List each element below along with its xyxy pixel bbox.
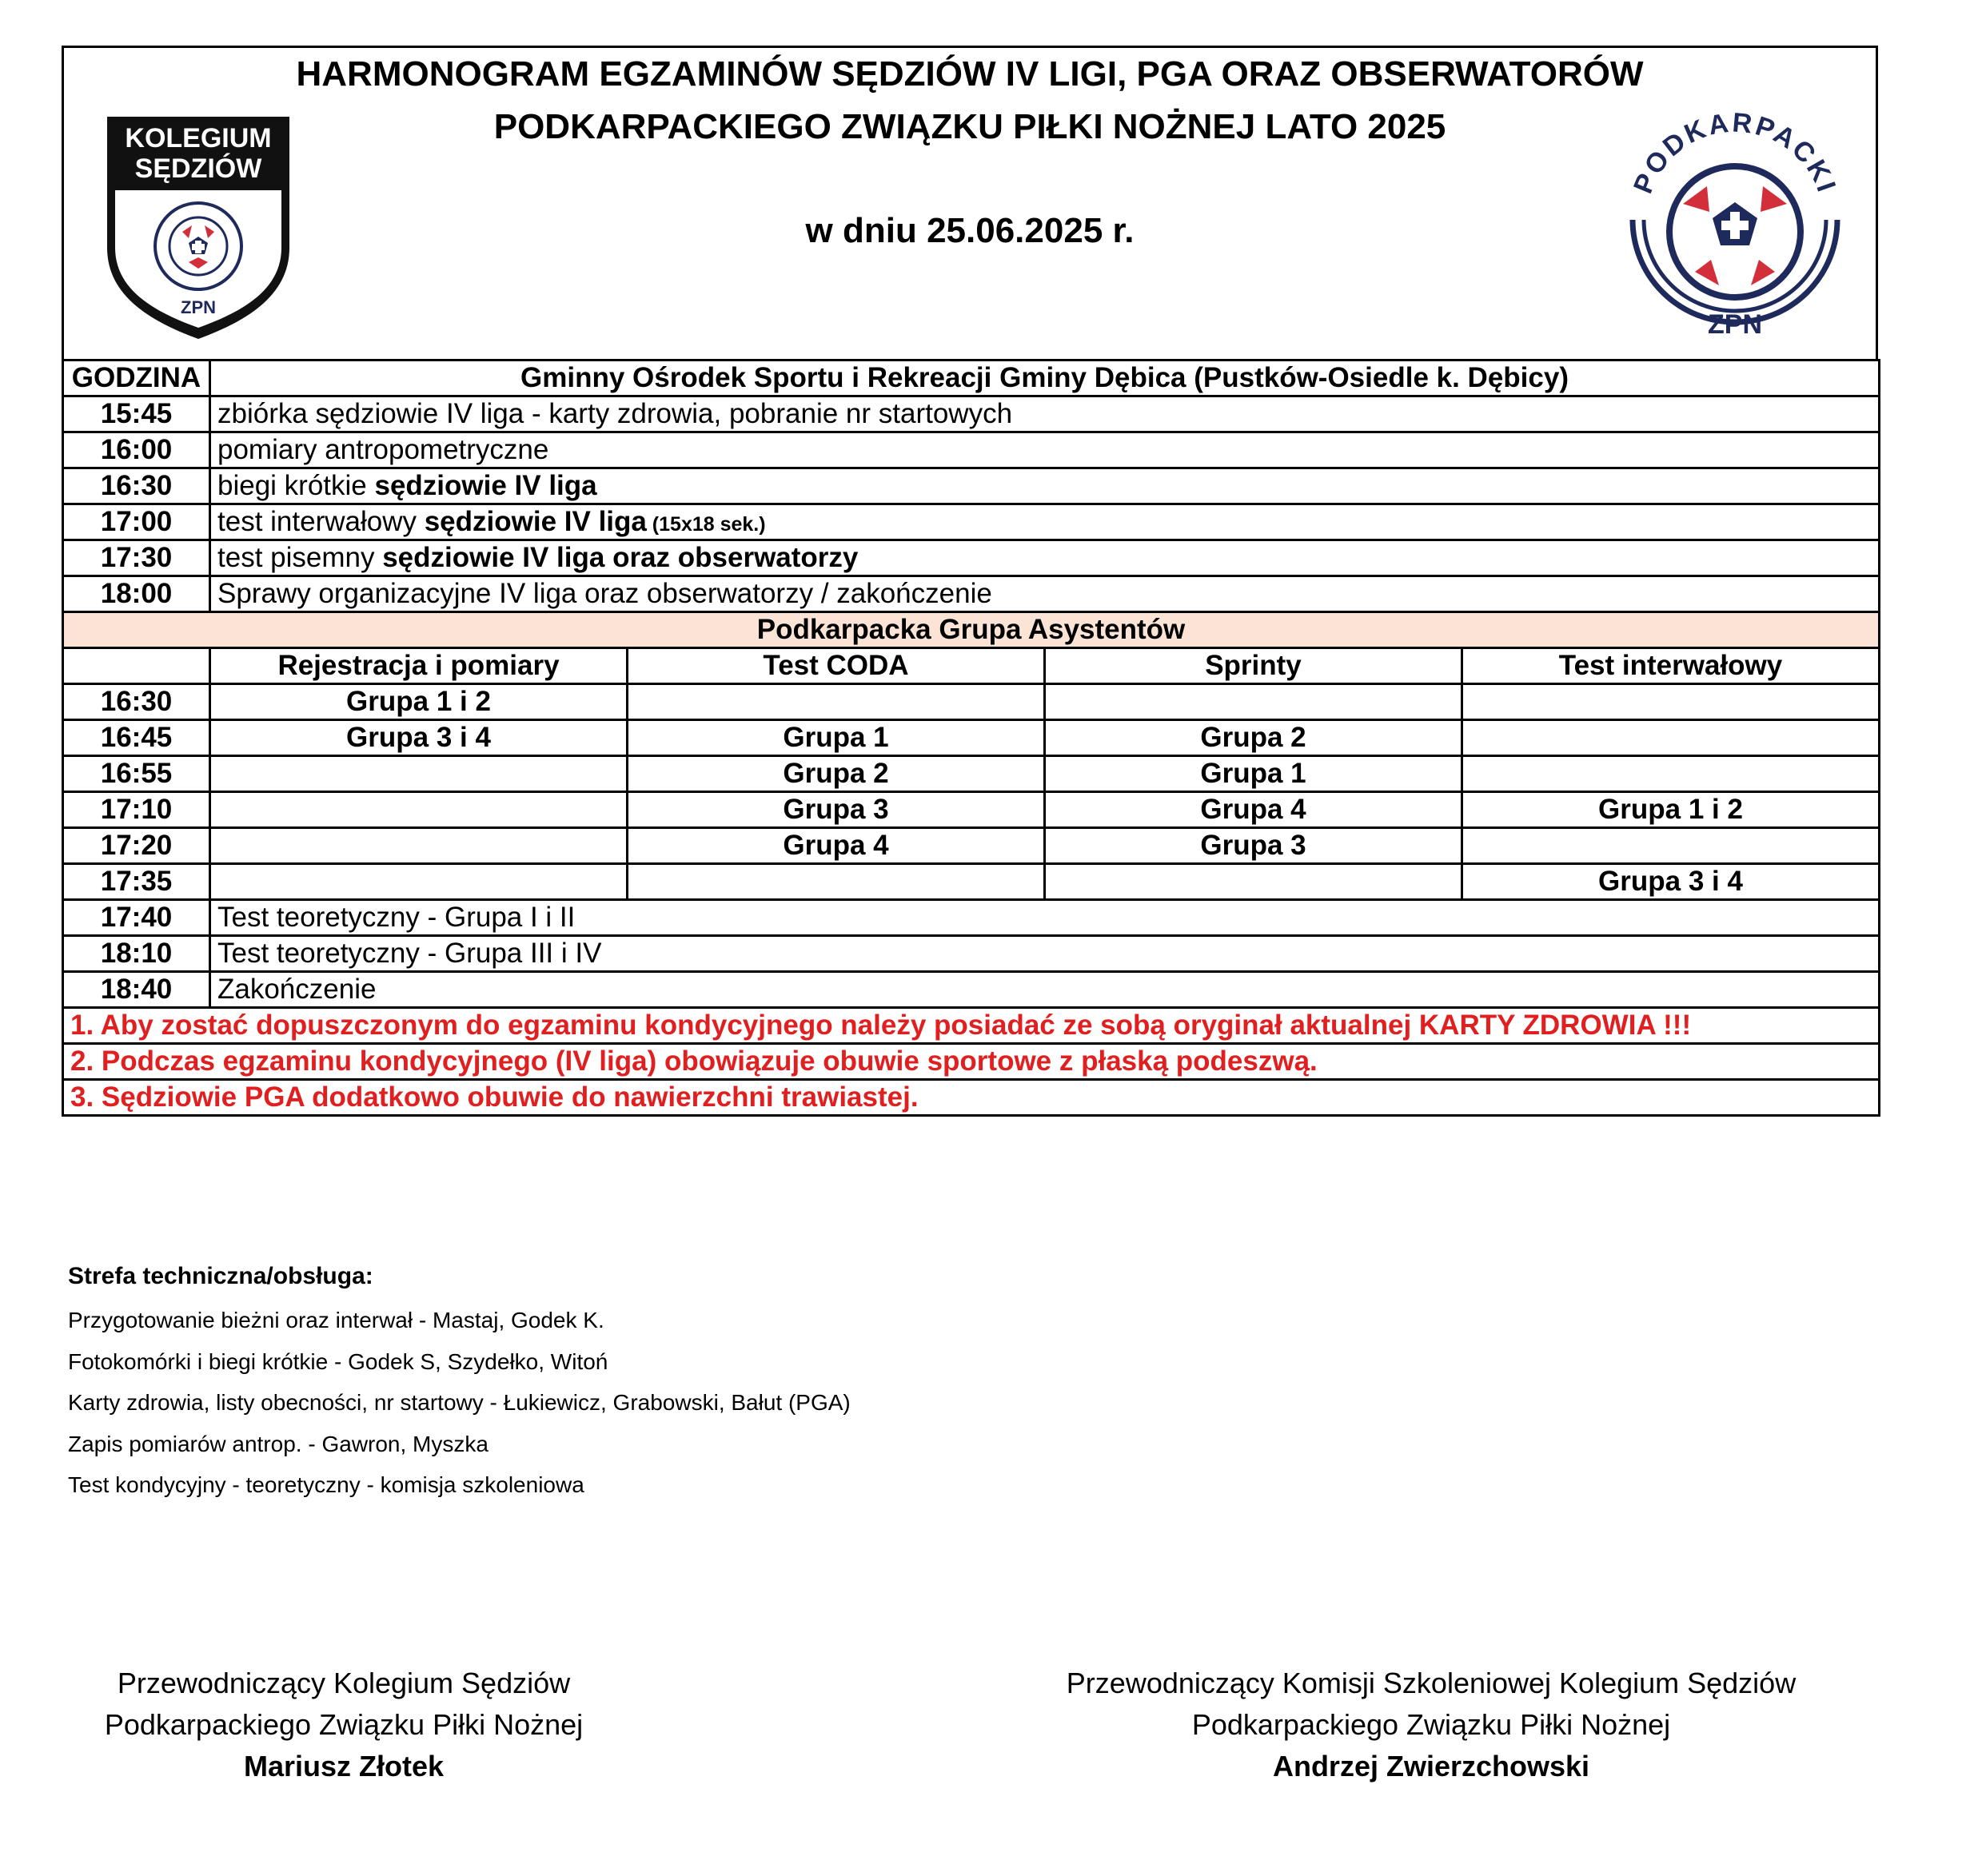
group-cell (210, 792, 628, 828)
column-header: Test interwałowy (1462, 648, 1880, 684)
kolegium-sedziow-logo (102, 112, 294, 344)
signature-left (64, 1663, 624, 1787)
group-cell: Grupa 4 (1045, 792, 1462, 828)
row-time: 16:45 (63, 720, 210, 756)
title-line-1: HARMONOGRAM EGZAMINÓW SĘDZIÓW IV LIGI, PGA ORAZ OBSERWATORÓW (296, 54, 1644, 94)
schedule-table (62, 359, 1880, 1117)
group-cell (1045, 864, 1462, 900)
row-time: 16:00 (63, 432, 210, 468)
row-activity: Sprawy organizacyjne IV liga oraz obserwatorzy / zakończenie (210, 576, 1880, 612)
table-row (63, 432, 1880, 468)
group-cell: Grupa 1 (1045, 756, 1462, 792)
group-cell (210, 756, 628, 792)
signature-left-name: Mariusz Złotek (243, 1750, 445, 1782)
note-row (63, 1008, 1880, 1044)
signature-right-name: Andrzej Zwierzchowski (1272, 1750, 1590, 1782)
group-cell (628, 864, 1045, 900)
row-time: 17:00 (63, 504, 210, 540)
table-row (63, 900, 1880, 936)
row-time: 18:40 (63, 972, 210, 1008)
note-text: 1. Aby zostać dopuszczonym do egzaminu kondycyjnego należy posiadać ze sobą oryginał aktualnej KARTY ZDROWIA !!! (63, 1008, 1880, 1044)
table-header-row (63, 360, 1880, 396)
row-time: 16:55 (63, 756, 210, 792)
assistants-columns-row (63, 648, 1880, 684)
title-line-2: PODKARPACKIEGO ZWIĄZKU PIŁKI NOŻNEJ LATO 2025 (493, 107, 1446, 146)
row-time: 17:20 (63, 828, 210, 864)
row-activity: zbiórka sędziowie IV liga - karty zdrowia, pobranie nr startowych (210, 396, 1880, 432)
row-time: 15:45 (63, 396, 210, 432)
assistants-section-title: Podkarpacka Grupa Asystentów (63, 612, 1880, 648)
row-time: 18:00 (63, 576, 210, 612)
podkarpacki-zpn-logo (1615, 100, 1855, 340)
row-activity: biegi krótkie sędziowie IV liga (210, 468, 1880, 504)
table-row (63, 684, 1880, 720)
logo-left-line1: KOLEGIUM (125, 123, 272, 153)
table-row (63, 468, 1880, 504)
row-activity: pomiary antropometryczne (210, 432, 1880, 468)
tech-zone (68, 1263, 851, 1506)
tech-zone-item: Test kondycyjny - teoretyczny - komisja szkoleniowa (68, 1472, 584, 1497)
group-cell: Grupa 3 i 4 (210, 720, 628, 756)
tech-zone-heading: Strefa techniczna/obsługa: (68, 1263, 373, 1289)
column-header: Test CODA (628, 648, 1045, 684)
empty-cell (63, 648, 210, 684)
row-activity: Test teoretyczny - Grupa III i IV (210, 936, 1880, 972)
row-activity: Test teoretyczny - Grupa I i II (210, 900, 1880, 936)
table-row (63, 828, 1880, 864)
group-cell (1462, 756, 1880, 792)
logo-left-bottom: ZPN (181, 297, 216, 317)
row-time: 17:40 (63, 900, 210, 936)
logo-right-ring: PODKARPACKI (1627, 107, 1843, 198)
group-cell: Grupa 3 (628, 792, 1045, 828)
row-time: 17:35 (63, 864, 210, 900)
group-cell (210, 864, 628, 900)
row-time: 17:10 (63, 792, 210, 828)
table-row (63, 396, 1880, 432)
group-cell: Grupa 1 i 2 (1462, 792, 1880, 828)
note-row (63, 1080, 1880, 1116)
table-row (63, 576, 1880, 612)
venue-header: Gminny Ośrodek Sportu i Rekreacji Gminy Dębica (Pustków-Osiedle k. Dębicy) (210, 360, 1880, 396)
table-row (63, 720, 1880, 756)
group-cell: Grupa 1 i 2 (210, 684, 628, 720)
row-time: 16:30 (63, 684, 210, 720)
table-row (63, 792, 1880, 828)
tech-zone-item: Przygotowanie bieżni oraz interwał - Mastaj, Godek K. (68, 1308, 604, 1332)
exam-date: w dniu 25.06.2025 r. (805, 211, 1135, 250)
table-row (63, 972, 1880, 1008)
row-time: 17:30 (63, 540, 210, 576)
signature-left-line1: Przewodniczący Kolegium Sędziów (117, 1667, 571, 1699)
column-header: Rejestracja i pomiary (210, 648, 628, 684)
group-cell (1462, 828, 1880, 864)
table-row (63, 540, 1880, 576)
assistants-section-row (63, 612, 1880, 648)
note-text: 3. Sędziowie PGA dodatkowo obuwie do nawierzchni trawiastej. (63, 1080, 1880, 1116)
logo-left-line2: SĘDZIÓW (134, 153, 262, 184)
schedule-document (62, 46, 1878, 1117)
table-row (63, 756, 1880, 792)
group-cell (1045, 684, 1462, 720)
group-cell: Grupa 1 (628, 720, 1045, 756)
group-cell: Grupa 3 (1045, 828, 1462, 864)
group-cell (210, 828, 628, 864)
group-cell (628, 684, 1045, 720)
group-cell (1462, 684, 1880, 720)
group-cell (1462, 720, 1880, 756)
logo-right-bottom: ZPN (1708, 309, 1762, 340)
signature-right-line2: Podkarpackiego Związku Piłki Nożnej (1191, 1708, 1671, 1741)
tech-zone-item: Fotokomórki i biegi krótkie - Godek S, Szydełko, Witoń (68, 1348, 608, 1374)
group-cell: Grupa 2 (1045, 720, 1462, 756)
signature-left-line2: Podkarpackiego Związku Piłki Nożnej (104, 1708, 584, 1741)
document-header (62, 46, 1878, 359)
signature-right (1055, 1663, 1807, 1787)
table-row (63, 504, 1880, 540)
row-activity: Zakończenie (210, 972, 1880, 1008)
group-cell: Grupa 2 (628, 756, 1045, 792)
row-time: 16:30 (63, 468, 210, 504)
row-activity: test pisemny sędziowie IV liga oraz obserwatorzy (210, 540, 1880, 576)
tech-zone-item: Karty zdrowia, listy obecności, nr startowy - Łukiewicz, Grabowski, Bałut (PGA) (68, 1390, 851, 1415)
row-time: 18:10 (63, 936, 210, 972)
group-cell: Grupa 3 i 4 (1462, 864, 1880, 900)
note-row (63, 1044, 1880, 1080)
signature-right-line1: Przewodniczący Komisji Szkoleniowej Kolegium Sędziów (1066, 1667, 1797, 1699)
table-row (63, 864, 1880, 900)
table-row (63, 936, 1880, 972)
tech-zone-item: Zapis pomiarów antrop. - Gawron, Myszka (68, 1431, 489, 1456)
group-cell: Grupa 4 (628, 828, 1045, 864)
column-header: Sprinty (1045, 648, 1462, 684)
godzina-header: GODZINA (63, 360, 210, 396)
row-activity: test interwałowy sędziowie IV liga (15x18 sek.) (210, 504, 1880, 540)
note-text: 2. Podczas egzaminu kondycyjnego (IV liga) obowiązuje obuwie sportowe z płaską podeszwą. (63, 1044, 1880, 1080)
